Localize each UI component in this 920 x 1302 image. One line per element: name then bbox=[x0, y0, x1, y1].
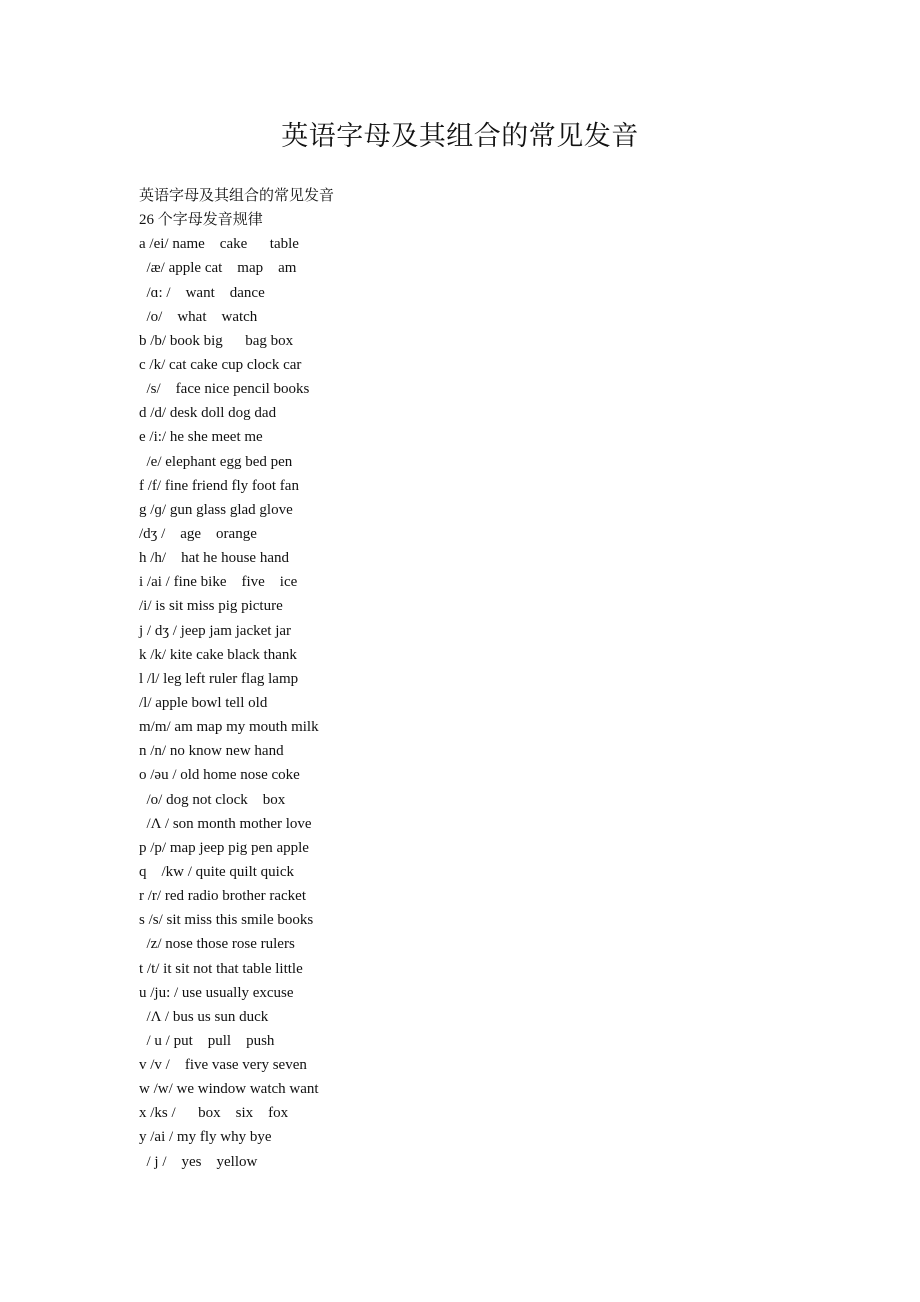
text-line: /o/ dog not clock box bbox=[139, 791, 286, 808]
text-line: /i/ is sit miss pig picture bbox=[139, 598, 283, 615]
document-body bbox=[139, 184, 819, 1174]
text-line: w /w/ we window watch want bbox=[139, 1081, 319, 1098]
text-line: n /n/ no know new hand bbox=[139, 743, 284, 760]
text-line: x /ks / box six fox bbox=[139, 1105, 289, 1122]
text-line: d /d/ desk doll dog dad bbox=[139, 405, 277, 422]
text-line: /Λ / bus us sun duck bbox=[139, 1008, 269, 1025]
text-line: a /ei/ name cake table bbox=[139, 236, 299, 253]
text-line: h /h/ hat he house hand bbox=[139, 550, 289, 567]
text-line: b /b/ book big bag box bbox=[139, 332, 294, 349]
text-line: m/m/ am map my mouth milk bbox=[139, 719, 319, 736]
text-line: c /k/ cat cake cup clock car bbox=[139, 356, 302, 373]
text-line: y /ai / my fly why bye bbox=[139, 1129, 272, 1146]
page-title: 英语字母及其组合的常见发音 bbox=[281, 121, 639, 151]
text-line: t /t/ it sit not that table little bbox=[139, 960, 303, 977]
subtitle-line: 英语字母及其组合的常见发音 bbox=[139, 188, 335, 204]
text-line: v /v / five vase very seven bbox=[139, 1057, 307, 1074]
text-line: l /l/ leg left ruler flag lamp bbox=[139, 670, 299, 687]
text-line: /dʒ / age orange bbox=[139, 525, 257, 542]
text-line: /s/ face nice pencil books bbox=[139, 381, 310, 398]
text-line: f /f/ fine friend fly foot fan bbox=[139, 477, 299, 494]
text-line: /ɑ: / want dance bbox=[139, 284, 265, 301]
text-line: s /s/ sit miss this smile books bbox=[139, 912, 314, 929]
text-line: / j / yes yellow bbox=[139, 1153, 258, 1170]
text-line: /o/ what watch bbox=[139, 308, 258, 325]
text-line: p /p/ map jeep pig pen apple bbox=[139, 839, 309, 856]
text-line: o /əu / old home nose coke bbox=[139, 767, 300, 784]
text-line: j / dʒ / jeep jam jacket jar bbox=[139, 622, 292, 639]
text-line: /z/ nose those rose rulers bbox=[139, 936, 295, 953]
text-line: q /kw / quite quilt quick bbox=[139, 863, 294, 880]
text-line: g /ɡ/ gun glass glad glove bbox=[139, 501, 293, 518]
text-line: /æ/ apple cat map am bbox=[139, 260, 297, 277]
text-line: e /i:/ he she meet me bbox=[139, 429, 263, 446]
text-line: k /k/ kite cake black thank bbox=[139, 646, 297, 663]
text-line: i /ai / fine bike five ice bbox=[139, 574, 298, 591]
text-line: r /r/ red radio brother racket bbox=[139, 888, 306, 905]
text-line: /Λ / son month mother love bbox=[139, 815, 312, 832]
text-line: u /ju: / use usually excuse bbox=[139, 984, 294, 1001]
text-line: /e/ elephant egg bed pen bbox=[139, 453, 293, 470]
text-line: / u / put pull push bbox=[139, 1032, 275, 1049]
section-heading: 26 个字母发音规律 bbox=[139, 212, 263, 229]
text-line: /l/ apple bowl tell old bbox=[139, 694, 268, 711]
